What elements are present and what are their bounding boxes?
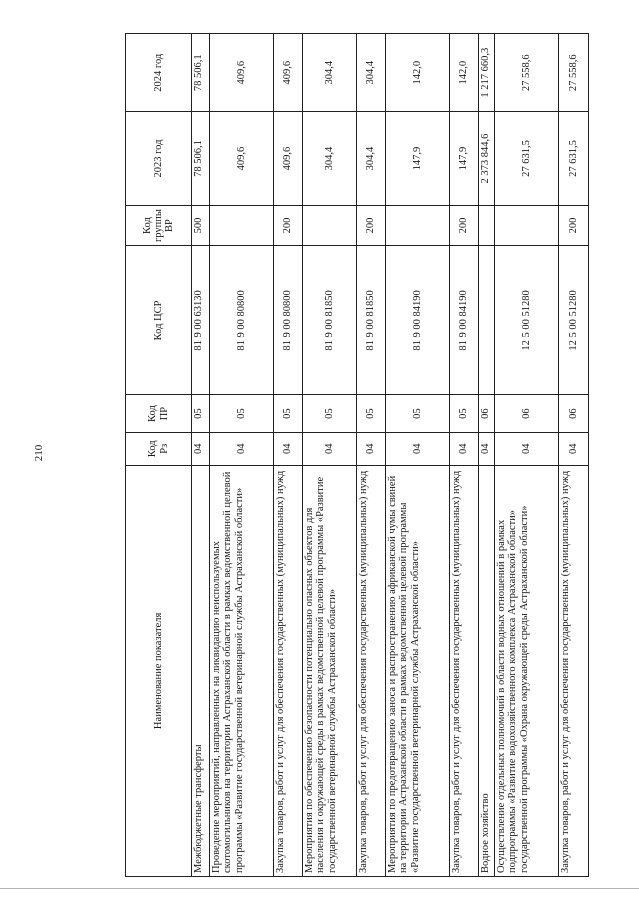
- row-rz: 04: [274, 432, 303, 465]
- row-2023: 304,4: [303, 112, 357, 205]
- header-rz: Код Рз: [126, 432, 192, 465]
- row-rz: 04: [559, 432, 589, 465]
- row-name: Закупка товаров, работ и услуг для обеспечения государственных (муниципальных) нужд: [357, 465, 386, 876]
- row-2024: 78 506,1: [192, 34, 210, 112]
- row-pr: 05: [303, 395, 357, 432]
- row-name: Осуществление отдельных полномочий в области водных отношений в рамках подпрограммы «Развитие водохозяйственного комплекса Астраханской области» государственной программы «Охрана окружающей среды Астраханской области»: [495, 465, 559, 876]
- header-name: Наименование показателя: [126, 465, 192, 876]
- row-pr: 06: [479, 395, 495, 432]
- table-row: [357, 34, 386, 877]
- row-name: Закупка товаров, работ и услуг для обеспечения государственных (муниципальных) нужд: [274, 465, 303, 876]
- row-name: Проведение мероприятий, направленных на ликвидацию неиспользуемых скотомогильников на территории Астраханской области в рамках ведомственной целевой программы «Развитие государственной ветеринарной службы Астраханской области»: [210, 465, 274, 876]
- header-2023: 2023 год: [126, 112, 192, 205]
- budget-table: [125, 33, 589, 877]
- row-vr: 200: [274, 205, 303, 246]
- row-rz: 04: [303, 432, 357, 465]
- table-row: [479, 34, 495, 877]
- row-pr: 05: [357, 395, 386, 432]
- row-name: Закупка товаров, работ и услуг для обеспечения государственных (муниципальных) нужд: [450, 465, 479, 876]
- row-2023: 409,6: [210, 112, 274, 205]
- row-vr: [386, 205, 450, 246]
- row-csr: 81 9 00 63130: [192, 246, 210, 395]
- header-vr: Код группы ВР: [126, 205, 192, 246]
- row-2023: 2 373 844,6: [479, 112, 495, 205]
- table-row: [559, 34, 589, 877]
- row-2023: 409,6: [274, 112, 303, 205]
- row-pr: 06: [495, 395, 559, 432]
- row-vr: 200: [450, 205, 479, 246]
- table-header-row: [126, 34, 192, 877]
- row-name: Мероприятия по обеспечению безопасности потенциально опасных объектов для населения и окружающей среды в рамках ведомственной целевой программы «Развитие государственной ветеринарной службы Астраханской области»: [303, 465, 357, 876]
- row-rz: 04: [210, 432, 274, 465]
- row-vr: 200: [357, 205, 386, 246]
- row-csr: 12 5 00 51280: [495, 246, 559, 395]
- table-row: [303, 34, 357, 877]
- row-pr: 05: [210, 395, 274, 432]
- page-number: 210: [33, 444, 45, 462]
- row-2024: 142,0: [450, 34, 479, 112]
- row-rz: 04: [495, 432, 559, 465]
- row-2024: 27 558,6: [559, 34, 589, 112]
- row-rz: 04: [479, 432, 495, 465]
- row-2024: 27 558,6: [495, 34, 559, 112]
- header-2024: 2024 год: [126, 34, 192, 112]
- row-rz: 04: [450, 432, 479, 465]
- row-2024: 304,4: [357, 34, 386, 112]
- row-2023: 147,9: [450, 112, 479, 205]
- row-vr: [303, 205, 357, 246]
- row-2024: 142,0: [386, 34, 450, 112]
- table-row: [495, 34, 559, 877]
- row-csr: 81 9 00 84190: [386, 246, 450, 395]
- table-row: [192, 34, 210, 877]
- row-pr: 06: [559, 395, 589, 432]
- header-pr: Код ПР: [126, 395, 192, 432]
- table-row: [274, 34, 303, 877]
- row-csr: 81 9 00 81850: [303, 246, 357, 395]
- row-vr: 500: [192, 205, 210, 246]
- row-csr: 81 9 00 81850: [357, 246, 386, 395]
- scan-edge-line: [0, 888, 639, 889]
- row-csr: 12 5 00 51280: [559, 246, 589, 395]
- row-name: Мероприятия по предотвращению заноса и распространению африканской чумы свиней на территории Астраханской области в рамках ведомственной целевой программы «Развитие государственной ветеринарной службы Астраханской области»: [386, 465, 450, 876]
- table-row: [386, 34, 450, 877]
- row-2024: 304,4: [303, 34, 357, 112]
- row-2023: 27 631,5: [559, 112, 589, 205]
- row-rz: 04: [386, 432, 450, 465]
- row-name: Закупка товаров, работ и услуг для обеспечения государственных (муниципальных) нужд: [559, 465, 589, 876]
- row-rz: 04: [192, 432, 210, 465]
- table-row: [210, 34, 274, 877]
- row-vr: [479, 205, 495, 246]
- row-2024: 409,6: [210, 34, 274, 112]
- row-pr: 05: [274, 395, 303, 432]
- row-csr: [479, 246, 495, 395]
- row-csr: 81 9 00 80800: [210, 246, 274, 395]
- row-pr: 05: [192, 395, 210, 432]
- row-pr: 05: [386, 395, 450, 432]
- row-2023: 304,4: [357, 112, 386, 205]
- row-pr: 05: [450, 395, 479, 432]
- row-2024: 1 217 660,3: [479, 34, 495, 112]
- row-csr: 81 9 00 80800: [274, 246, 303, 395]
- row-csr: 81 9 00 84190: [450, 246, 479, 395]
- row-2023: 78 506,1: [192, 112, 210, 205]
- row-2023: 27 631,5: [495, 112, 559, 205]
- row-vr: 200: [559, 205, 589, 246]
- row-name: Водное хозяйство: [479, 465, 495, 876]
- row-2024: 409,6: [274, 34, 303, 112]
- table-row: [450, 34, 479, 877]
- row-name: Межбюджетные трансферты: [192, 465, 210, 876]
- header-csr: Код ЦСР: [126, 246, 192, 395]
- rotated-table-frame: [125, 33, 579, 877]
- row-2023: 147,9: [386, 112, 450, 205]
- row-vr: [210, 205, 274, 246]
- row-rz: 04: [357, 432, 386, 465]
- row-vr: [495, 205, 559, 246]
